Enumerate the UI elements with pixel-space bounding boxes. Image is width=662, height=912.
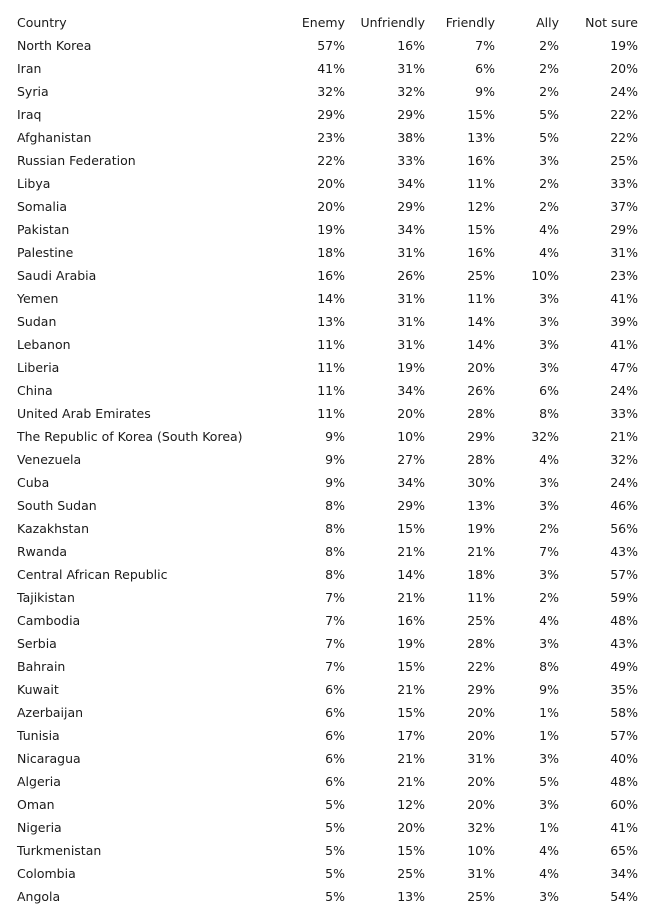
cell-ally: 4% [539, 222, 559, 237]
cell-not-sure: 24% [610, 84, 638, 99]
cell-ally: 3% [539, 889, 559, 904]
cell-not-sure: 23% [610, 268, 638, 283]
cell-enemy: 11% [317, 360, 345, 375]
cell-unfriendly: 27% [397, 452, 425, 467]
table-row [0, 195, 638, 218]
cell-enemy: 7% [325, 636, 345, 651]
cell-ally: 4% [539, 452, 559, 467]
cell-friendly: 13% [467, 130, 495, 145]
table-row [0, 678, 638, 701]
table-row [0, 80, 638, 103]
cell-unfriendly: 34% [397, 475, 425, 490]
cell-friendly: 31% [467, 751, 495, 766]
table-row [0, 609, 638, 632]
cell-not-sure: 24% [610, 383, 638, 398]
cell-not-sure: 29% [610, 222, 638, 237]
cell-enemy: 7% [325, 613, 345, 628]
cell-enemy: 23% [317, 130, 345, 145]
cell-friendly: 28% [467, 406, 495, 421]
cell-unfriendly: 17% [397, 728, 425, 743]
cell-unfriendly: 38% [397, 130, 425, 145]
cell-friendly: 13% [467, 498, 495, 513]
cell-country: Libya [17, 176, 51, 191]
cell-country: Tajikistan [17, 590, 75, 605]
cell-country: Central African Republic [17, 567, 168, 582]
cell-ally: 2% [539, 521, 559, 536]
cell-friendly: 20% [467, 728, 495, 743]
cell-enemy: 7% [325, 659, 345, 674]
cell-unfriendly: 12% [397, 797, 425, 812]
cell-friendly: 22% [467, 659, 495, 674]
cell-enemy: 5% [325, 889, 345, 904]
cell-ally: 2% [539, 590, 559, 605]
header-ally: Ally [536, 15, 559, 30]
cell-enemy: 6% [325, 728, 345, 743]
cell-not-sure: 49% [610, 659, 638, 674]
cell-enemy: 22% [317, 153, 345, 168]
cell-not-sure: 31% [610, 245, 638, 260]
cell-not-sure: 54% [610, 889, 638, 904]
cell-country: Syria [17, 84, 49, 99]
cell-not-sure: 57% [610, 728, 638, 743]
header-row [0, 11, 638, 34]
cell-country: Somalia [17, 199, 68, 214]
cell-ally: 5% [539, 107, 559, 122]
cell-unfriendly: 13% [397, 889, 425, 904]
cell-ally: 1% [539, 820, 559, 835]
cell-unfriendly: 14% [397, 567, 425, 582]
table-row [0, 540, 638, 563]
cell-ally: 3% [539, 475, 559, 490]
cell-friendly: 20% [467, 705, 495, 720]
cell-ally: 3% [539, 314, 559, 329]
cell-friendly: 31% [467, 866, 495, 881]
cell-country: Tunisia [17, 728, 60, 743]
cell-not-sure: 41% [610, 337, 638, 352]
cell-unfriendly: 10% [397, 429, 425, 444]
cell-unfriendly: 21% [397, 682, 425, 697]
cell-not-sure: 19% [610, 38, 638, 53]
table-row [0, 655, 638, 678]
cell-unfriendly: 21% [397, 544, 425, 559]
cell-ally: 2% [539, 61, 559, 76]
cell-country: Palestine [17, 245, 74, 260]
table-row [0, 126, 638, 149]
table-row [0, 57, 638, 80]
cell-ally: 3% [539, 636, 559, 651]
cell-unfriendly: 15% [397, 705, 425, 720]
table-row [0, 149, 638, 172]
cell-not-sure: 59% [610, 590, 638, 605]
cell-unfriendly: 15% [397, 659, 425, 674]
table-row [0, 770, 638, 793]
cell-ally: 3% [539, 360, 559, 375]
cell-unfriendly: 21% [397, 751, 425, 766]
cell-ally: 3% [539, 567, 559, 582]
cell-unfriendly: 29% [397, 498, 425, 513]
cell-not-sure: 48% [610, 774, 638, 789]
cell-friendly: 11% [467, 176, 495, 191]
cell-country: Lebanon [17, 337, 71, 352]
table-row [0, 494, 638, 517]
cell-country: Liberia [17, 360, 60, 375]
header-enemy: Enemy [301, 15, 345, 30]
cell-not-sure: 41% [610, 820, 638, 835]
cell-country: Rwanda [17, 544, 68, 559]
cell-enemy: 6% [325, 751, 345, 766]
header-not-sure: Not sure [585, 15, 638, 30]
cell-ally: 6% [539, 383, 559, 398]
cell-unfriendly: 34% [397, 222, 425, 237]
cell-not-sure: 25% [610, 153, 638, 168]
cell-ally: 10% [531, 268, 559, 283]
cell-friendly: 20% [467, 797, 495, 812]
cell-enemy: 20% [317, 176, 345, 191]
cell-friendly: 14% [467, 314, 495, 329]
cell-friendly: 20% [467, 774, 495, 789]
cell-enemy: 7% [325, 590, 345, 605]
cell-not-sure: 35% [610, 682, 638, 697]
table-row [0, 356, 638, 379]
cell-not-sure: 24% [610, 475, 638, 490]
cell-ally: 8% [539, 659, 559, 674]
cell-unfriendly: 31% [397, 337, 425, 352]
cell-friendly: 26% [467, 383, 495, 398]
cell-country: United Arab Emirates [17, 406, 151, 421]
cell-country: Cambodia [17, 613, 81, 628]
table-row [0, 563, 638, 586]
table-row [0, 793, 638, 816]
cell-ally: 7% [539, 544, 559, 559]
cell-not-sure: 37% [610, 199, 638, 214]
cell-friendly: 11% [467, 590, 495, 605]
cell-not-sure: 43% [610, 636, 638, 651]
table-row [0, 34, 638, 57]
cell-friendly: 12% [467, 199, 495, 214]
cell-enemy: 32% [317, 84, 345, 99]
table-row [0, 379, 638, 402]
cell-not-sure: 41% [610, 291, 638, 306]
cell-ally: 3% [539, 291, 559, 306]
cell-ally: 2% [539, 199, 559, 214]
cell-friendly: 10% [467, 843, 495, 858]
cell-not-sure: 58% [610, 705, 638, 720]
table-row [0, 885, 638, 908]
cell-country: Kazakhstan [17, 521, 90, 536]
cell-not-sure: 39% [610, 314, 638, 329]
cell-ally: 3% [539, 797, 559, 812]
cell-country: Russian Federation [17, 153, 136, 168]
cell-friendly: 28% [467, 636, 495, 651]
cell-country: Oman [17, 797, 55, 812]
cell-enemy: 41% [317, 61, 345, 76]
table-row [0, 747, 638, 770]
cell-enemy: 29% [317, 107, 345, 122]
table-row [0, 103, 638, 126]
cell-country: Iran [17, 61, 42, 76]
table-row [0, 218, 638, 241]
cell-friendly: 11% [467, 291, 495, 306]
cell-country: Afghanistan [17, 130, 92, 145]
cell-unfriendly: 29% [397, 199, 425, 214]
cell-ally: 8% [539, 406, 559, 421]
table-row [0, 264, 638, 287]
cell-friendly: 25% [467, 268, 495, 283]
cell-country: Sudan [17, 314, 57, 329]
cell-not-sure: 40% [610, 751, 638, 766]
cell-country: Nigeria [17, 820, 62, 835]
cell-ally: 4% [539, 245, 559, 260]
cell-friendly: 16% [467, 245, 495, 260]
cell-ally: 5% [539, 774, 559, 789]
cell-country: Colombia [17, 866, 76, 881]
cell-country: Kuwait [17, 682, 59, 697]
cell-unfriendly: 31% [397, 314, 425, 329]
table-row [0, 724, 638, 747]
cell-unfriendly: 32% [397, 84, 425, 99]
cell-friendly: 19% [467, 521, 495, 536]
table-row [0, 862, 638, 885]
cell-friendly: 29% [467, 682, 495, 697]
table-row [0, 287, 638, 310]
cell-ally: 3% [539, 498, 559, 513]
cell-unfriendly: 34% [397, 383, 425, 398]
cell-unfriendly: 19% [397, 360, 425, 375]
table-row [0, 241, 638, 264]
cell-country: Saudi Arabia [17, 268, 97, 283]
cell-ally: 5% [539, 130, 559, 145]
cell-enemy: 19% [317, 222, 345, 237]
cell-friendly: 9% [475, 84, 495, 99]
cell-ally: 1% [539, 705, 559, 720]
cell-not-sure: 48% [610, 613, 638, 628]
cell-enemy: 18% [317, 245, 345, 260]
table-row [0, 425, 638, 448]
cell-enemy: 5% [325, 866, 345, 881]
cell-enemy: 8% [325, 567, 345, 582]
table-row [0, 471, 638, 494]
cell-not-sure: 22% [610, 130, 638, 145]
cell-ally: 2% [539, 176, 559, 191]
cell-ally: 2% [539, 38, 559, 53]
cell-enemy: 9% [325, 452, 345, 467]
header-country: Country [17, 15, 67, 30]
cell-enemy: 8% [325, 544, 345, 559]
cell-unfriendly: 26% [397, 268, 425, 283]
table-row [0, 586, 638, 609]
cell-country: Nicaragua [17, 751, 81, 766]
cell-country: Venezuela [17, 452, 82, 467]
cell-unfriendly: 29% [397, 107, 425, 122]
cell-unfriendly: 16% [397, 38, 425, 53]
cell-country: Yemen [17, 291, 59, 306]
cell-enemy: 9% [325, 429, 345, 444]
cell-enemy: 11% [317, 337, 345, 352]
cell-enemy: 20% [317, 199, 345, 214]
cell-enemy: 14% [317, 291, 345, 306]
cell-ally: 32% [531, 429, 559, 444]
cell-ally: 3% [539, 337, 559, 352]
cell-not-sure: 33% [610, 406, 638, 421]
cell-friendly: 14% [467, 337, 495, 352]
cell-unfriendly: 20% [397, 406, 425, 421]
table-row [0, 701, 638, 724]
cell-not-sure: 65% [610, 843, 638, 858]
table-row [0, 448, 638, 471]
cell-country: South Sudan [17, 498, 97, 513]
cell-unfriendly: 21% [397, 590, 425, 605]
table-body [0, 34, 638, 908]
cell-unfriendly: 31% [397, 61, 425, 76]
cell-unfriendly: 20% [397, 820, 425, 835]
cell-ally: 4% [539, 843, 559, 858]
cell-enemy: 8% [325, 498, 345, 513]
cell-not-sure: 47% [610, 360, 638, 375]
cell-country: Turkmenistan [17, 843, 102, 858]
cell-ally: 4% [539, 613, 559, 628]
table-row [0, 816, 638, 839]
cell-country: North Korea [17, 38, 92, 53]
table-row [0, 517, 638, 540]
cell-friendly: 28% [467, 452, 495, 467]
cell-enemy: 13% [317, 314, 345, 329]
cell-unfriendly: 31% [397, 291, 425, 306]
cell-friendly: 29% [467, 429, 495, 444]
cell-ally: 9% [539, 682, 559, 697]
cell-enemy: 5% [325, 843, 345, 858]
cell-country: Bahrain [17, 659, 66, 674]
cell-enemy: 5% [325, 797, 345, 812]
cell-friendly: 16% [467, 153, 495, 168]
cell-enemy: 16% [317, 268, 345, 283]
cell-friendly: 7% [475, 38, 495, 53]
table-row [0, 839, 638, 862]
cell-friendly: 25% [467, 613, 495, 628]
cell-friendly: 21% [467, 544, 495, 559]
table-row [0, 402, 638, 425]
cell-enemy: 6% [325, 774, 345, 789]
header-friendly: Friendly [445, 15, 495, 30]
table-row [0, 310, 638, 333]
cell-unfriendly: 31% [397, 245, 425, 260]
cell-country: Pakistan [17, 222, 70, 237]
cell-country: Angola [17, 889, 61, 904]
cell-not-sure: 21% [610, 429, 638, 444]
cell-country: Algeria [17, 774, 61, 789]
cell-enemy: 9% [325, 475, 345, 490]
cell-friendly: 6% [475, 61, 495, 76]
table-row [0, 172, 638, 195]
cell-unfriendly: 25% [397, 866, 425, 881]
cell-enemy: 11% [317, 383, 345, 398]
cell-not-sure: 43% [610, 544, 638, 559]
cell-not-sure: 57% [610, 567, 638, 582]
cell-not-sure: 22% [610, 107, 638, 122]
cell-ally: 3% [539, 153, 559, 168]
cell-country: Iraq [17, 107, 42, 122]
cell-unfriendly: 33% [397, 153, 425, 168]
cell-country: Serbia [17, 636, 57, 651]
cell-enemy: 57% [317, 38, 345, 53]
cell-ally: 2% [539, 84, 559, 99]
cell-unfriendly: 19% [397, 636, 425, 651]
country-relations-table [0, 11, 638, 908]
cell-ally: 4% [539, 866, 559, 881]
cell-enemy: 6% [325, 682, 345, 697]
cell-enemy: 11% [317, 406, 345, 421]
cell-not-sure: 33% [610, 176, 638, 191]
cell-friendly: 25% [467, 889, 495, 904]
cell-country: Cuba [17, 475, 50, 490]
cell-friendly: 32% [467, 820, 495, 835]
table-row [0, 333, 638, 356]
cell-unfriendly: 21% [397, 774, 425, 789]
cell-country: Azerbaijan [17, 705, 84, 720]
cell-unfriendly: 15% [397, 843, 425, 858]
cell-unfriendly: 15% [397, 521, 425, 536]
cell-friendly: 15% [467, 222, 495, 237]
cell-friendly: 18% [467, 567, 495, 582]
cell-ally: 3% [539, 751, 559, 766]
cell-not-sure: 46% [610, 498, 638, 513]
cell-not-sure: 20% [610, 61, 638, 76]
cell-unfriendly: 34% [397, 176, 425, 191]
cell-friendly: 30% [467, 475, 495, 490]
cell-friendly: 20% [467, 360, 495, 375]
cell-enemy: 6% [325, 705, 345, 720]
table-row [0, 632, 638, 655]
header-unfriendly: Unfriendly [360, 15, 425, 30]
cell-not-sure: 32% [610, 452, 638, 467]
cell-country: China [17, 383, 53, 398]
cell-enemy: 8% [325, 521, 345, 536]
cell-country: The Republic of Korea (South Korea) [17, 429, 243, 444]
cell-enemy: 5% [325, 820, 345, 835]
cell-unfriendly: 16% [397, 613, 425, 628]
cell-not-sure: 60% [610, 797, 638, 812]
cell-not-sure: 34% [610, 866, 638, 881]
cell-ally: 1% [539, 728, 559, 743]
cell-friendly: 15% [467, 107, 495, 122]
cell-not-sure: 56% [610, 521, 638, 536]
